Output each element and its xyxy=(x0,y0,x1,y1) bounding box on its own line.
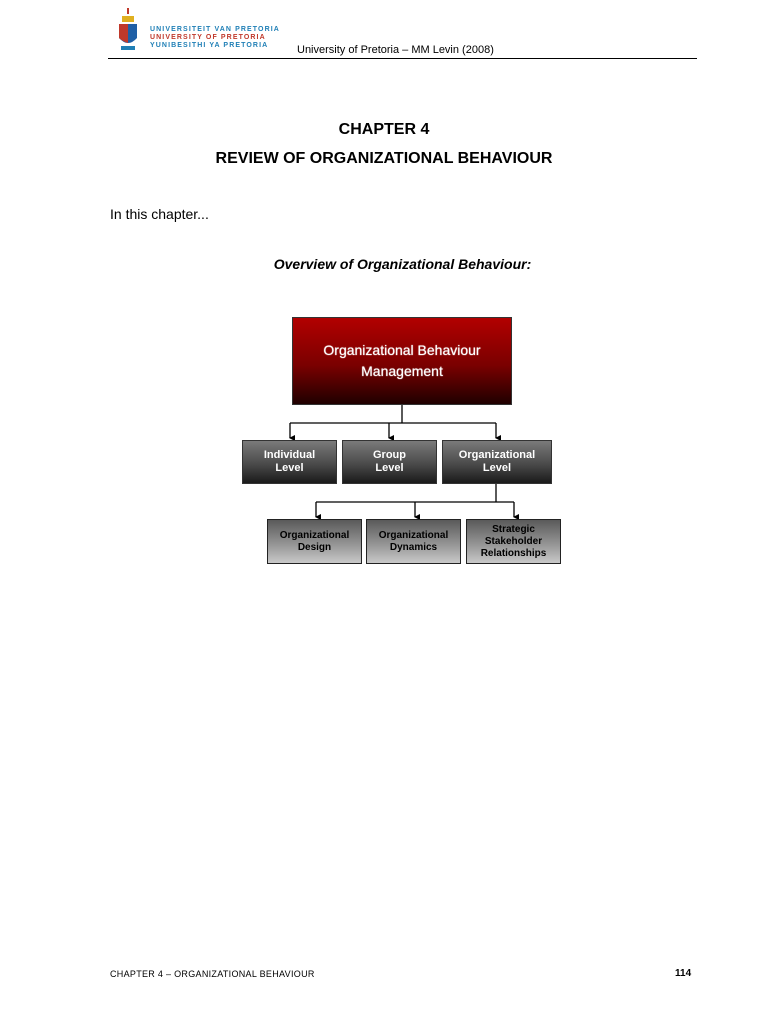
node-label-line: Level xyxy=(482,462,512,474)
node-label-line: Organizational Behaviour xyxy=(323,342,481,358)
page-number: 114 xyxy=(675,968,692,979)
node-label-line: Stakeholder xyxy=(484,535,543,547)
node-label-line: Individual xyxy=(263,449,316,461)
node-individual-level xyxy=(242,440,337,484)
node-strategic-stakeholder-relationships xyxy=(466,519,561,564)
logo-text-english: UNIVERSITY OF PRETORIA xyxy=(150,34,266,41)
overview-heading: Overview of Organizational Behaviour: xyxy=(273,256,532,272)
node-organizational-behaviour-management xyxy=(292,317,512,405)
chapter-title: REVIEW OF ORGANIZATIONAL BEHAVIOUR xyxy=(215,150,553,167)
node-label-line: Level xyxy=(375,462,404,474)
node-organizational-dynamics xyxy=(366,519,461,564)
logo-text-afrikaans: UNIVERSITEIT VAN PRETORIA xyxy=(150,26,280,33)
node-organizational-level xyxy=(442,440,552,484)
node-label-line: Design xyxy=(297,541,332,553)
node-label-line: Organizational xyxy=(378,529,449,541)
logo-text-sepedi: YUNIBESITHI YA PRETORIA xyxy=(150,42,269,49)
node-organizational-design xyxy=(267,519,362,564)
node-group-level xyxy=(342,440,437,484)
node-label-line: Level xyxy=(275,462,304,474)
node-label-line: Strategic xyxy=(492,523,535,535)
node-label-line: Dynamics xyxy=(389,541,438,553)
chapter-heading: CHAPTER 4 xyxy=(338,121,430,138)
node-label-line: Organizational xyxy=(458,449,536,461)
footer-text: CHAPTER 4 – ORGANIZATIONAL BEHAVIOUR xyxy=(110,969,315,979)
header-citation: University of Pretoria – MM Levin (2008) xyxy=(297,44,494,56)
node-label-line: Management xyxy=(361,363,443,379)
node-label-line: Group xyxy=(373,449,406,461)
intro-text: In this chapter... xyxy=(110,206,209,222)
node-label-line: Relationships xyxy=(480,547,547,559)
node-label-line: Organizational xyxy=(279,529,350,541)
